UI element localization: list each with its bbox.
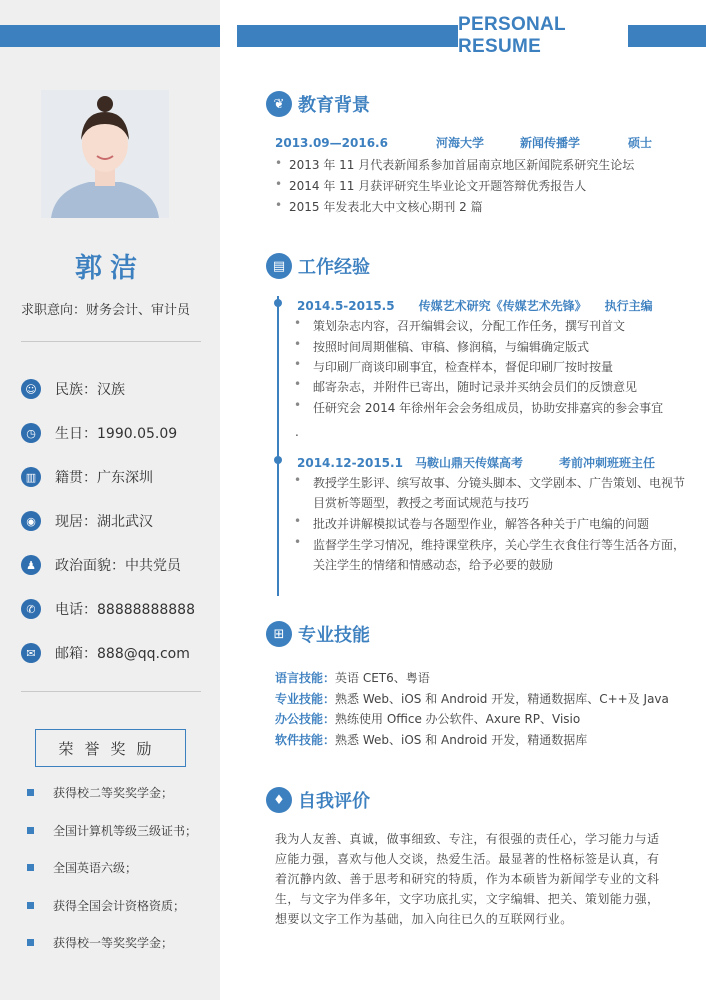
education-bullet: • 2015 年发表北大中文核心期刊 2 篇 [275,198,483,214]
info-ethnicity: ☺ 民族：汉族 [21,378,125,400]
location-icon: ◉ [21,511,41,531]
skill-row: 办公技能：熟练使用 Office 办公软件、Axure RP、Visio [275,712,581,726]
mail-icon: ✉ [21,643,41,663]
honor-item: 获得校二等奖奖学金； [27,784,173,801]
skills-heading: ⊞ 专业技能 [266,621,370,647]
info-residence: ◉ 现居：湖北武汉 [21,510,153,532]
profile-photo [41,90,169,218]
skill-row: 软件技能：熟悉 Web、iOS 和 Android 开发，精通数据库 [275,733,588,747]
briefcase-icon: ▤ [266,253,292,279]
square-bullet-icon [27,939,34,946]
honor-item: 全国英语六级； [27,859,137,876]
education-line: 2013.09—2016.6 河海大学 新闻传播学 硕士 [275,136,652,150]
square-bullet-icon [27,827,34,834]
info-birthday: ◷ 生日：1990.05.09 [21,422,177,444]
leaf-icon: ❦ [266,91,292,117]
job-title: 2014.12-2015.1 马鞍山鼎天传媒高考 考前冲刺班班主任 [297,456,655,470]
skill-row: 语言技能：英语 CET6、粤语 [275,671,430,685]
divider [21,691,201,692]
honor-item: 全国计算机等级三级证书； [27,822,197,839]
divider [21,341,201,342]
honor-item: 获得全国会计资格资质； [27,897,185,914]
skill-row: 专业技能：熟悉 Web、iOS 和 Android 开发，精通数据库、C++及 Java [275,692,669,706]
timeline-dot [274,299,282,307]
badge-icon: ♟ [21,555,41,575]
square-bullet-icon [27,864,34,871]
job-intention: 求职意向：财务会计、审计员 [21,303,191,318]
person-name: 郭洁 [75,253,145,284]
work-heading: ▤ 工作经验 [266,253,370,279]
timeline-dot [274,456,282,464]
work-bullet: • 监督学生学习情况，维持课堂秩序，关心学生衣食住行等生活各方面，关注学生的情绪和情感动态，给予必要的鼓励 [294,535,686,572]
work-bullet: • 教授学生影评、缤写故事、分镜头脚本、文学剧本、广告策划、电视节目赏析等题型，教授之考面试规范与技巧 [294,473,686,510]
work-bullet: • 策划杂志内容，召开编辑会议，分配工作任务，撰写刊首文 [294,316,626,333]
square-bullet-icon [27,789,34,796]
self-eval-heading: ♦ 自我评价 [266,787,370,813]
education-heading: ❦ 教育背景 [266,91,370,117]
honors-heading: 荣誉奖励 [35,729,186,767]
header-bar-left [0,25,220,47]
self-eval-text: 我为人友善、真诚，做事细致、专注，有很强的责任心，学习能力与适应能力强，喜欢与他人交谈，热爱生活。最显著的性格标签是认真，有着沉静内敛、善于思考和研究的特质，作为本硕皆为新闻学专业的文科生，与文字为伴多年，文字功底扎实，文字编辑、把关、策划能力强，想要以文字工作为基础，加入向往已久的互联网行业。 [275,832,660,926]
info-political: ♟ 政治面貌：中共党员 [21,554,181,576]
work-bullet: • 批改并讲解模拟试卷与各题型作业，解答各种关于广电编的问题 [294,514,650,531]
resume-title: PERSONAL RESUME [458,21,628,51]
honor-item: 获得校一等奖奖学金； [27,934,173,951]
education-bullet: • 2014 年 11 月获评研究生毕业论文开题答辩优秀报告人 [275,177,587,193]
info-phone: ✆ 电话：88888888888 [21,598,195,620]
work-bullet: • 按照时间周期催稿、审稿、修润稿，与编辑确定版式 [294,337,590,354]
info-hometown: ▥ 籍贯：广东深圳 [21,466,153,488]
work-bullet: • 与印刷厂商谈印刷事宜，检查样本，督促印刷厂按时按量 [294,357,614,374]
timeline-line [277,296,279,596]
tie-icon: ♦ [266,787,292,813]
chart-icon: ▥ [21,467,41,487]
separator-dot: . [295,425,299,439]
person-icon: ☺ [21,379,41,399]
phone-icon: ✆ [21,599,41,619]
job-title: 2014.5-2015.5 传媒艺术研究《传媒艺术先锋》 执行主编 [297,299,653,313]
birthday-icon: ◷ [21,423,41,443]
education-bullet: • 2013 年 11 月代表新闻系参加首届南京地区新闻院系研究生论坛 [275,156,635,172]
work-bullet: • 任研究会 2014 年徐州年会会务组成员，协助安排嘉宾的参会事宜 [294,398,664,415]
work-bullet: • 邮寄杂志，并附件已寄出，随时记录并买纳会员们的反馈意见 [294,377,638,394]
grid-icon: ⊞ [266,621,292,647]
info-email: ✉ 邮箱：888@qq.com [21,642,190,664]
square-bullet-icon [27,902,34,909]
